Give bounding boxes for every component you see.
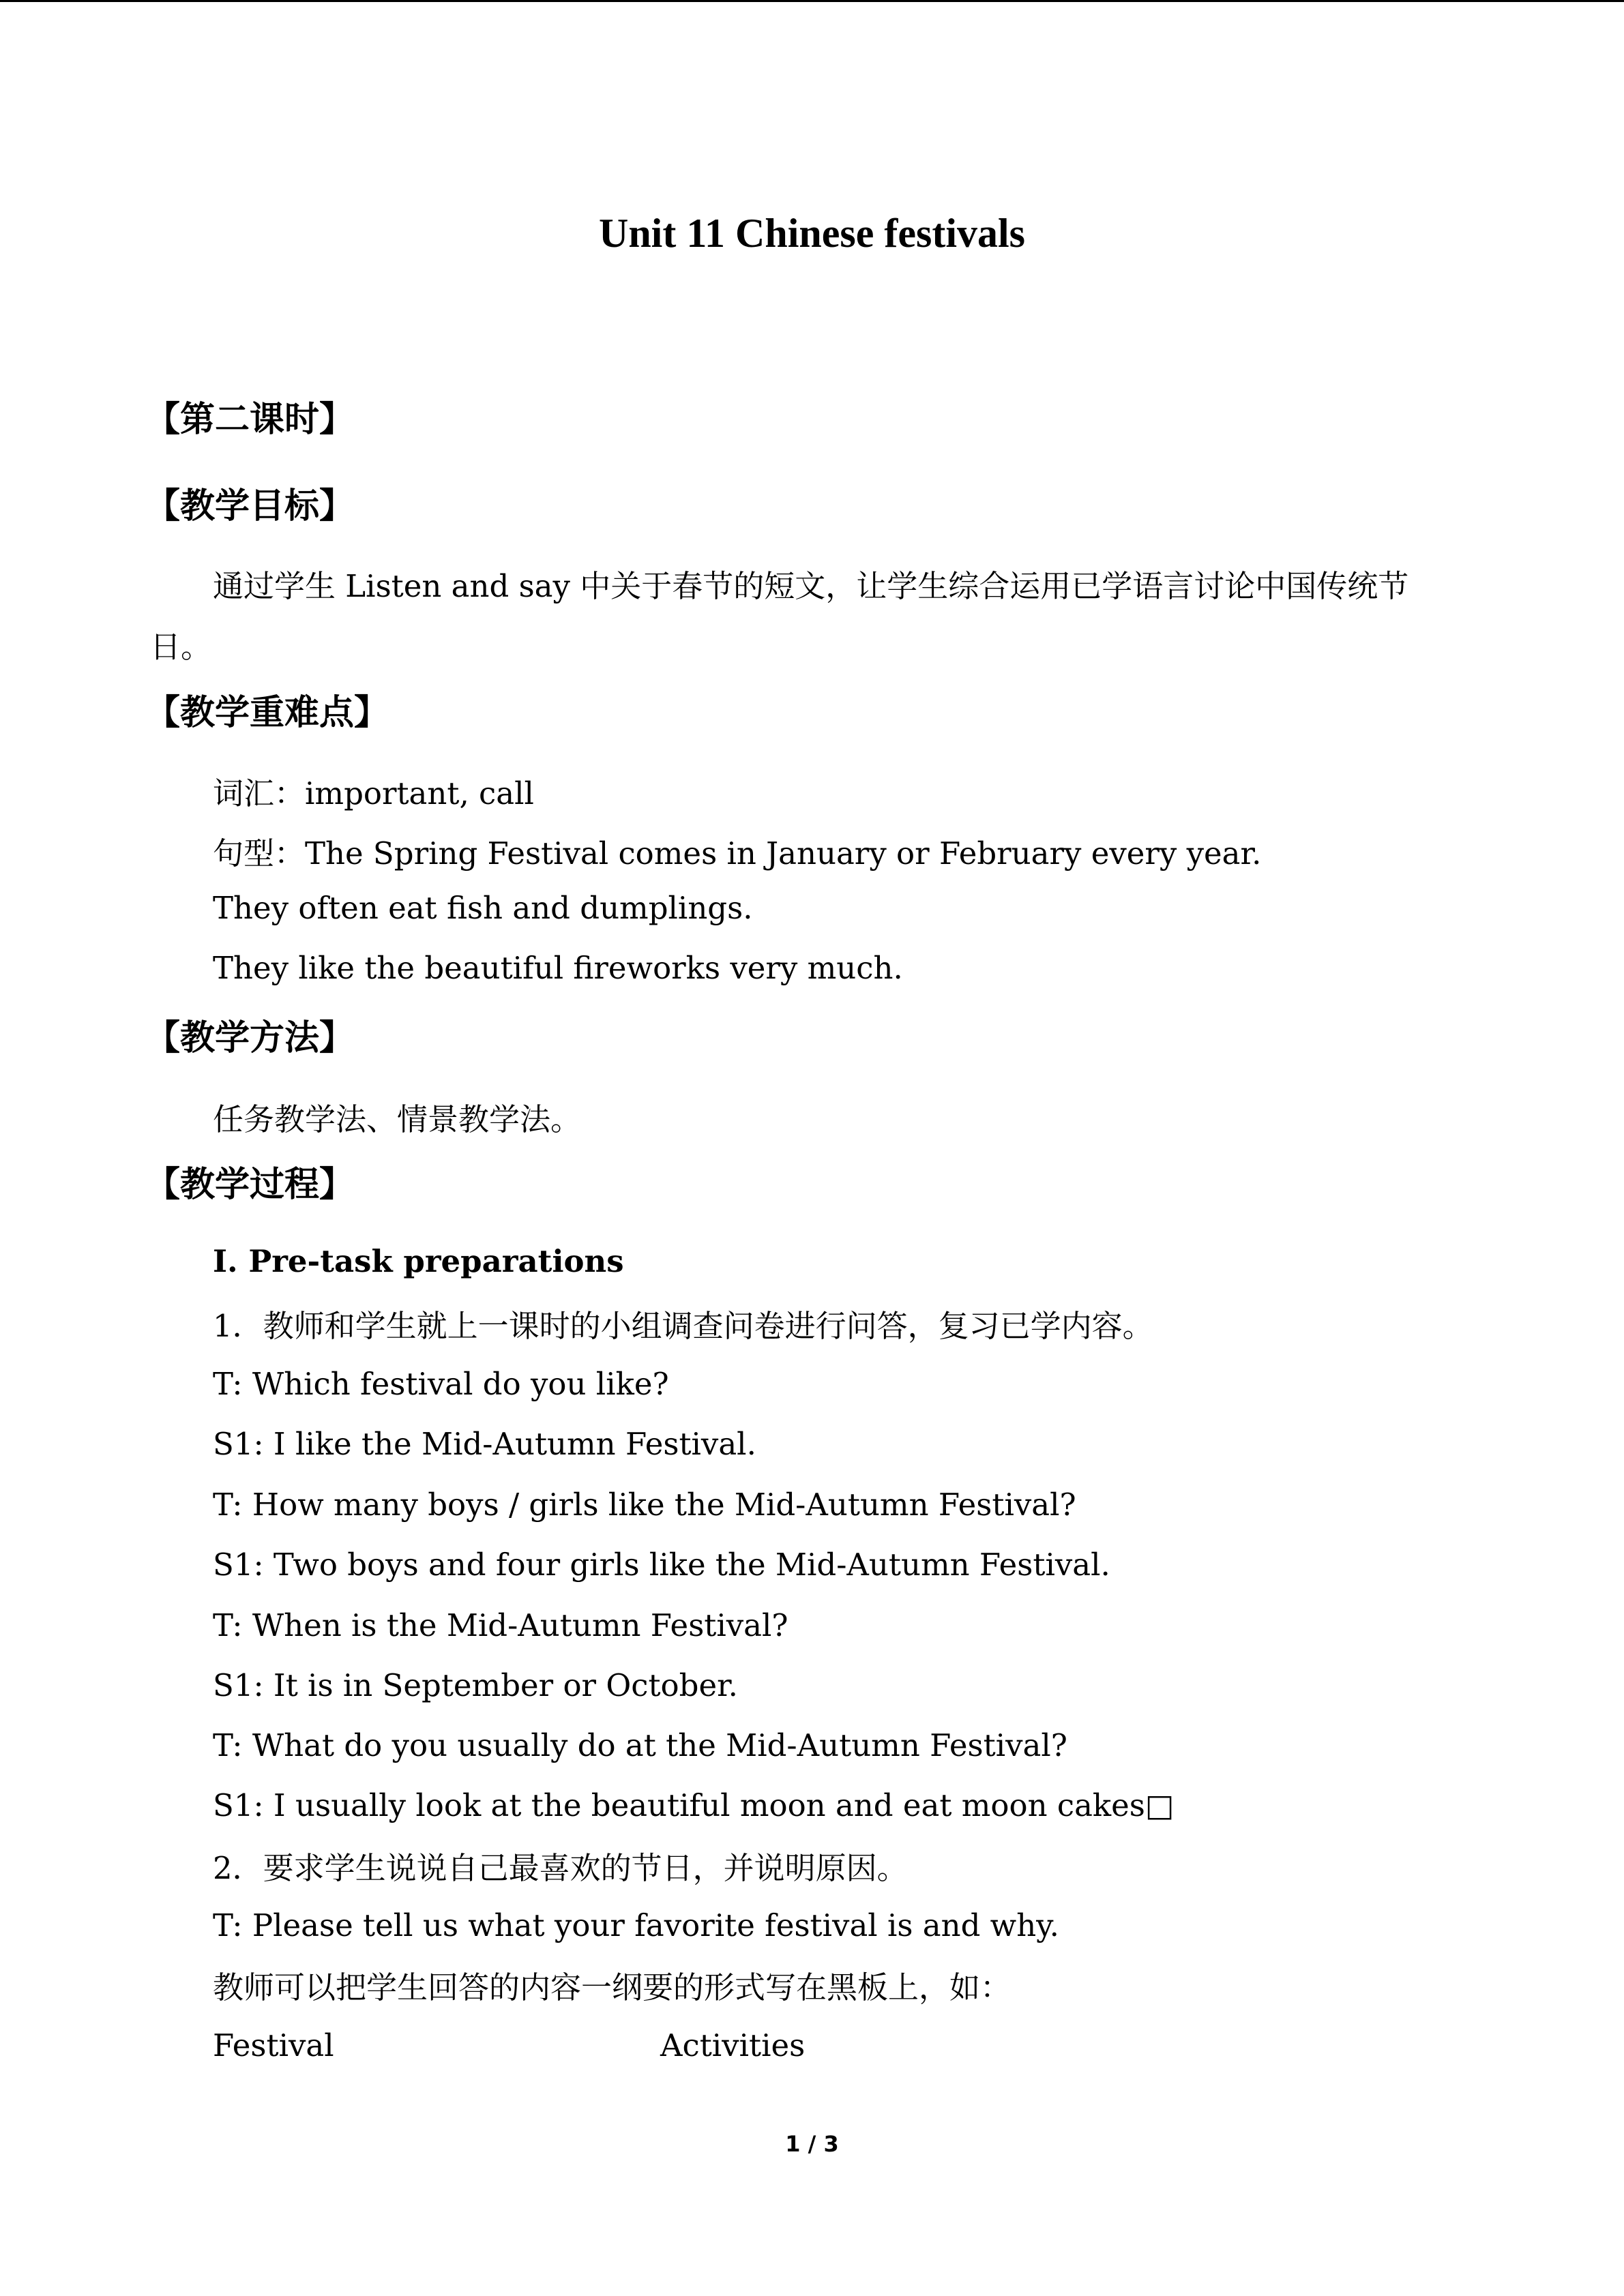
heading-objectives: 【教学目标】	[145, 486, 355, 526]
heading-key-points: 【教学重难点】	[145, 693, 389, 733]
step-2-note: 教师可以把学生回答的内容一纲要的形式写在黑板上，如：	[213, 1969, 1012, 2006]
heading-methods: 【教学方法】	[145, 1018, 355, 1058]
methods-text: 任务教学法、情景教学法。	[213, 1101, 582, 1137]
dialogue-line: T: Which festival do you like?	[213, 1366, 669, 1402]
dialogue-line: S1: Two boys and four girls like the Mid-Autumn Festival.	[213, 1547, 1110, 1583]
dialogue-line: S1: It is in September or October.	[213, 1667, 738, 1703]
pattern-line-3: They like the beautiful fireworks very much.	[213, 950, 903, 986]
step-2-question: T: Please tell us what your favorite festival is and why.	[213, 1907, 1059, 1943]
step-2: 2．要求学生说说自己最喜欢的节日，并说明原因。	[213, 1850, 908, 1886]
heading-process: 【教学过程】	[145, 1165, 355, 1205]
step-1: 1．教师和学生就上一课时的小组调查问卷进行问答，复习已学内容。	[213, 1308, 1153, 1344]
pattern-line-2: They often eat fish and dumplings.	[213, 890, 753, 926]
column-festival: Festival	[213, 2027, 334, 2063]
pretask-heading: Ⅰ. Pre-task preparations	[213, 1243, 624, 1279]
document-title: Unit 11 Chinese festivals	[598, 211, 1026, 256]
pattern-line: 句型：The Spring Festival comes in January or February every year.	[213, 835, 1262, 871]
heading-lesson: 【第二课时】	[145, 400, 355, 440]
objectives-text-cont: 日。	[150, 629, 212, 665]
dialogue-line: S1: I usually look at the beautiful moon and eat moon cakes□	[213, 1787, 1175, 1823]
dialogue-line: T: When is the Mid-Autumn Festival?	[213, 1607, 788, 1643]
dialogue-line: T: What do you usually do at the Mid-Autumn Festival?	[213, 1727, 1067, 1763]
page-number: 1 / 3	[785, 2131, 839, 2157]
dialogue-line: S1: I like the Mid-Autumn Festival.	[213, 1426, 756, 1462]
objectives-text: 通过学生 Listen and say 中关于春节的短文，让学生综合运用已学语言讨论中国传统节	[213, 568, 1409, 604]
top-border	[0, 0, 1624, 2]
dialogue-line: T: How many boys / girls like the Mid-Autumn Festival?	[213, 1487, 1076, 1523]
column-activities: Activities	[660, 2027, 806, 2063]
vocab-line: 词汇：important, call	[213, 775, 534, 811]
